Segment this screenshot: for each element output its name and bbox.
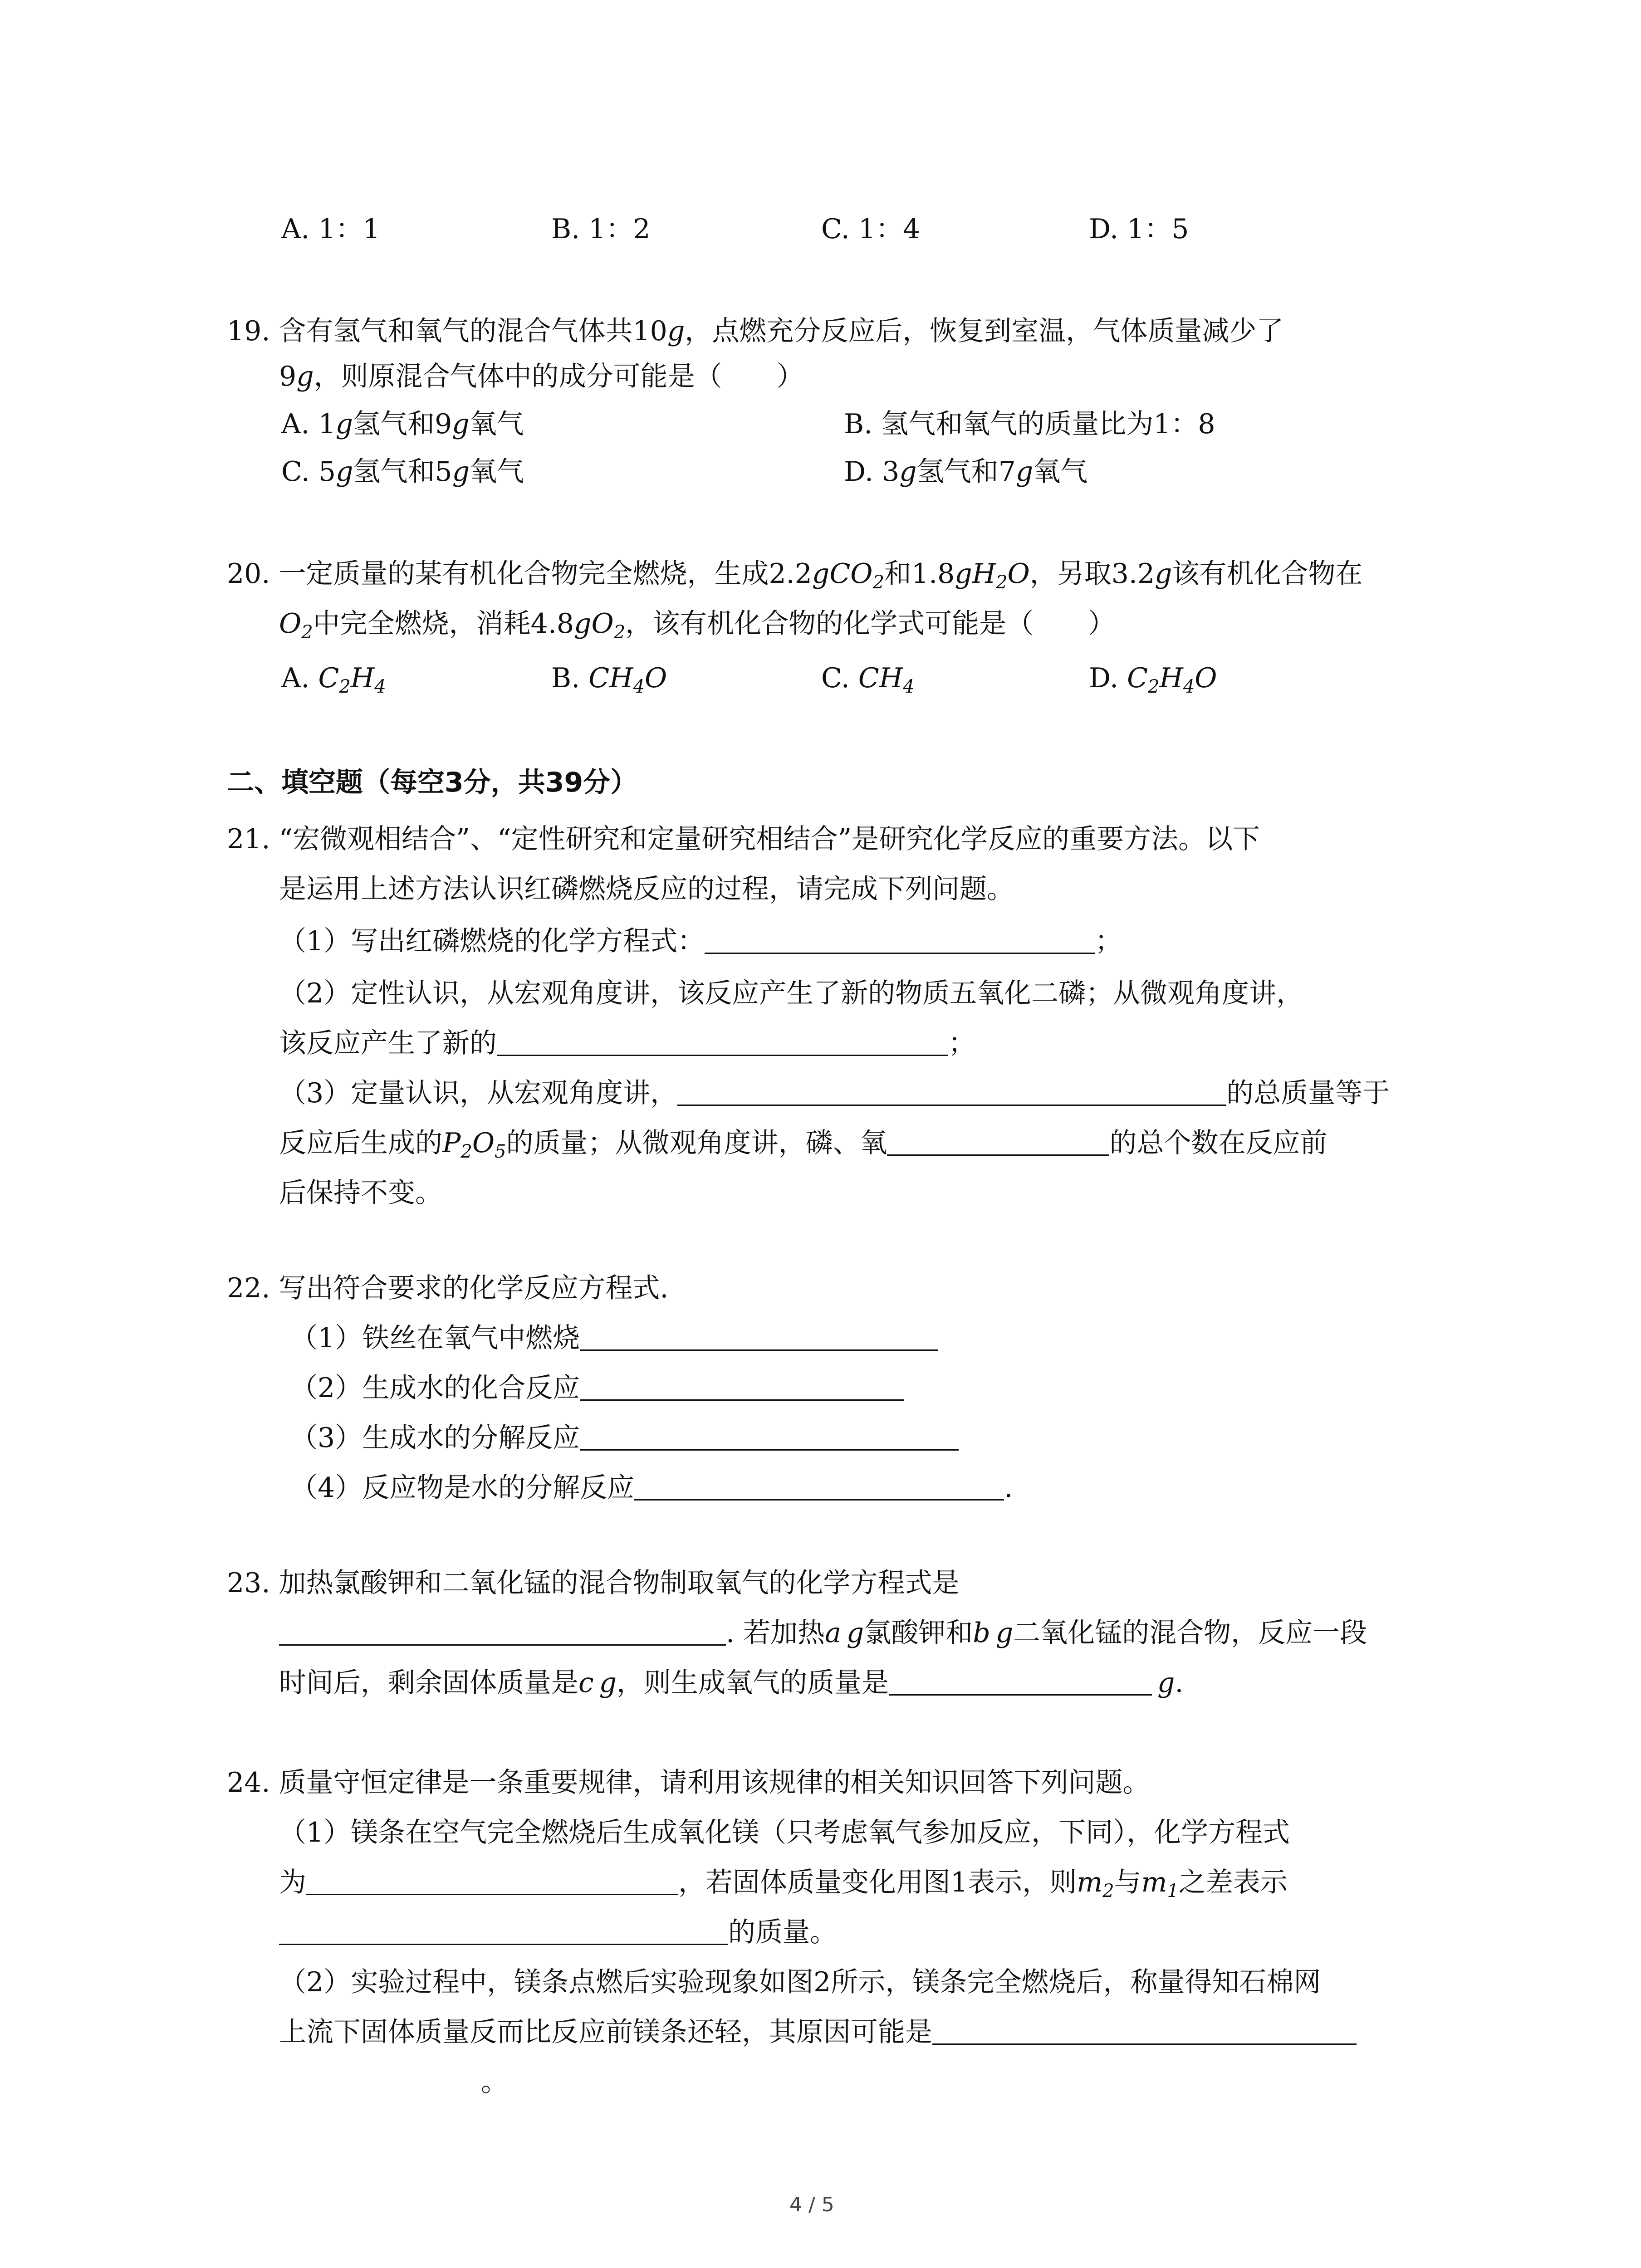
q21-part3-line1: （3）定量认识，从宏观角度讲， 的总质量等于 [279, 1077, 1390, 1109]
q20-option-b: B. $CH_4O$ [551, 662, 667, 697]
q24-part2-line1: （2）实验过程中，镁条点燃后实验现象如图2所示，镁条完全燃烧后，称量得知石棉网 [279, 1966, 1321, 1998]
q20-option-d: D. $C_2H_4O$ [1089, 662, 1217, 697]
q24-part1-line1: （1）镁条在空气完全燃烧后生成氧化镁（只考虑氧气参加反应，下同），化学方程式 [279, 1817, 1290, 1848]
q22-part1: （1）铁丝在氧气中燃烧 [290, 1320, 938, 1356]
q19-stem-line2: 9g，则原混合气体中的成分可能是（ ） [279, 361, 804, 392]
q23-stem-line1: 23. 加热氯酸钾和二氧化锰的混合物制取氧气的化学方程式是 [227, 1567, 960, 1599]
q23-blank-1[interactable] [279, 1617, 726, 1646]
q24-part2-line2: 上流下固体质量反而比反应前镁条还轻，其原因可能是 [279, 2014, 1357, 2050]
q18-option-a: A. 1：1 [281, 213, 380, 245]
q22-stem: 22. 写出符合要求的化学反应方程式. [227, 1272, 669, 1304]
q19-option-b: B. 氢气和氧气的质量比为1：8 [844, 408, 1215, 440]
q21-stem-line2: 是运用上述方法认识红磷燃烧反应的过程，请完成下列问题。 [279, 873, 1014, 905]
q21-part3-line2: 反应后生成的$P_2O_5$的质量；从微观角度讲，磷、氧 的总个数在反应前 [279, 1127, 1327, 1162]
q24-part1-line3: 的质量。 [279, 1914, 837, 1950]
q24-part1-line2: 为 ，若固体质量变化用图1表示，则$m_2$与$m_1$之差表示 [279, 1867, 1288, 1901]
q21-blank-3[interactable] [677, 1077, 1226, 1106]
q22-part3: （3）生成水的分解反应 [290, 1420, 959, 1456]
q21-stem-line1: 21. “宏微观相结合”、“定性研究和定量研究相结合”是研究化学反应的重要方法。以下 [227, 823, 1260, 855]
q22-blank-3[interactable] [580, 1422, 959, 1451]
q20-stem-line1: 20. 一定质量的某有机化合物完全燃烧，生成2.2gCO$_2$和$1.8gH_2O$，另取3.2g该有机化合物在 [227, 558, 1363, 593]
q24-blank-1[interactable] [306, 1867, 678, 1895]
q21-part3-line3: 后保持不变。 [279, 1177, 442, 1209]
q23-stem-line3: 时间后，剩余固体质量是c g，则生成氧气的质量是 g. [279, 1667, 1184, 1699]
q21-part2-line1: （2）定性认识，从宏观角度讲，该反应产生了新的物质五氧化二磷；从微观角度讲， [279, 978, 1304, 1009]
q22-blank-4[interactable] [634, 1472, 1004, 1501]
q19-option-c: C. 5g氢气和5g氧气 [281, 456, 524, 488]
q21-blank-2[interactable] [497, 1027, 948, 1056]
q18-option-c: C. 1：4 [821, 213, 921, 245]
q22-blank-2[interactable] [580, 1372, 904, 1401]
q22-part2: （2）生成水的化合反应 [290, 1370, 904, 1406]
q18-option-b: B. 1：2 [551, 213, 651, 245]
q24-blank-3[interactable] [932, 2016, 1357, 2045]
q24-part2-line3: 。 [481, 2066, 508, 2098]
q21-blank-4[interactable] [887, 1127, 1109, 1156]
q19-option-d: D. 3g氢气和7g氧气 [844, 456, 1088, 488]
q19-option-a: A. 1g氢气和9g氧气 [281, 408, 524, 440]
q23-blank-2[interactable] [889, 1667, 1152, 1696]
q20-option-a: A. $C_2H_4$ [281, 662, 386, 697]
q21-part2-line2: 该反应产生了新的 ； [279, 1027, 975, 1059]
q21-blank-1[interactable] [705, 925, 1095, 954]
q22-blank-1[interactable] [580, 1322, 938, 1351]
q21-part1: （1）写出红磷燃烧的化学方程式： ； [279, 925, 1122, 957]
q24-stem: 24. 质量守恒定律是一条重要规律，请利用该规律的相关知识回答下列问题。 [227, 1767, 1150, 1799]
q18-option-d: D. 1：5 [1089, 213, 1189, 245]
section-heading: 二、填空题（每空3分，共39分） [227, 767, 638, 798]
q20-option-c: C. $CH_4$ [821, 662, 915, 697]
page-number: 4 / 5 [789, 2193, 834, 2216]
q24-blank-2[interactable] [279, 1916, 728, 1945]
q19-stem-line1: 19. 含有氢气和氧气的混合气体共10g，点燃充分反应后，恢复到室温，气体质量减少了 [227, 315, 1284, 347]
q22-part4: （4）反应物是水的分解反应 . [290, 1472, 1013, 1504]
q20-stem-line2: $O_2$中完全燃烧，消耗$4.8gO_2$，该有机化合物的化学式可能是（ ） [279, 608, 1116, 643]
q23-stem-line2: . 若加热a g氯酸钾和b g二氧化锰的混合物，反应一段 [279, 1615, 1367, 1651]
